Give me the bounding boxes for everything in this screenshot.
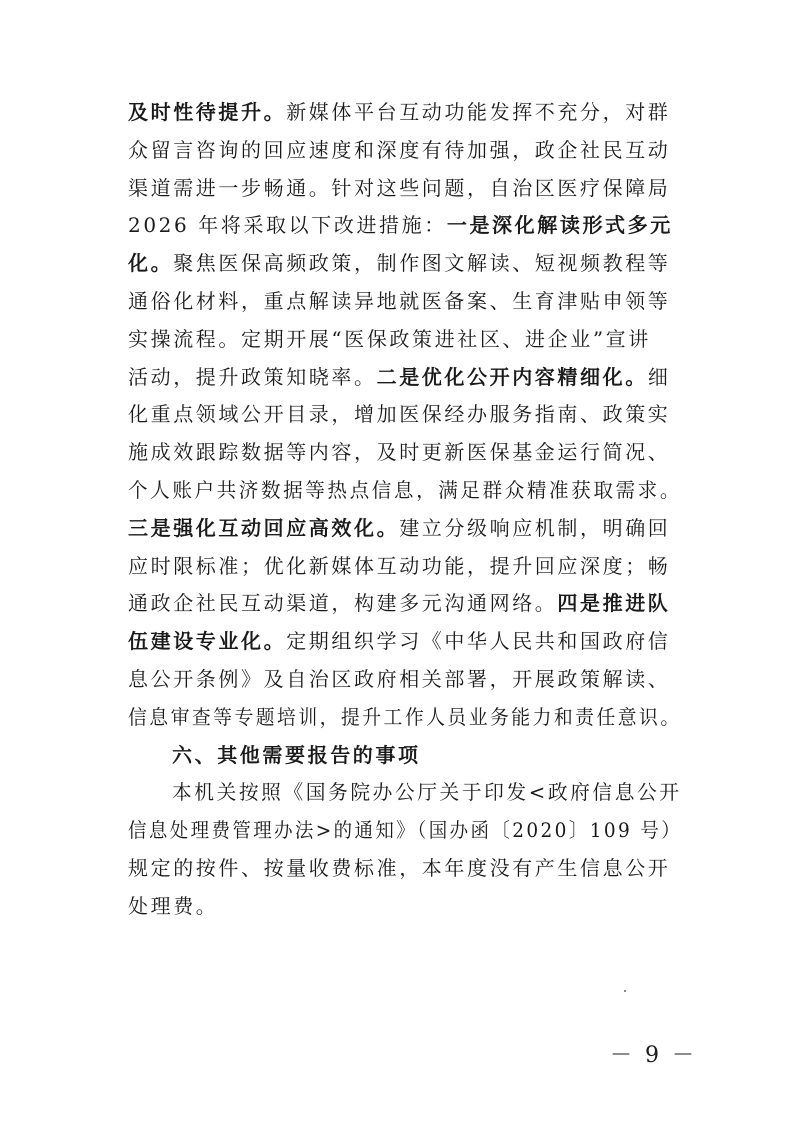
text-line <box>128 699 682 737</box>
text-line <box>128 510 682 548</box>
text-segment: 实操流程。定期开展“医保政策进社区、进企业”宣讲 <box>128 326 651 351</box>
text-segment: 2026 年将采取以下改进措施： <box>128 213 447 238</box>
text-segment: 通政企社民互动渠道，构建多元沟通网络。 <box>128 591 558 616</box>
text-segment: 新媒体平台互动功能发挥不充分，对群 <box>286 100 671 124</box>
text-segment: 化重点领域公开目录，增加医保经办服务指南、政策实 <box>128 402 671 427</box>
text-line <box>128 396 682 434</box>
text-segment: 定期组织学习《中华人民共和国政府信 <box>286 629 671 654</box>
text-line <box>128 661 682 699</box>
text-line <box>128 207 682 245</box>
bold-text-segment: 四是推进队 <box>557 591 671 616</box>
text-line <box>128 359 682 397</box>
text-segment: 应时限标准；优化新媒体互动功能，提升回应深度；畅 <box>128 553 671 578</box>
text-segment: 个人账户共济数据等热点信息，满足群众精准获取需求。 <box>128 477 682 502</box>
text-line <box>128 472 682 510</box>
text-line <box>128 132 682 170</box>
text-line <box>128 94 682 132</box>
text-segment: 渠道需进一步畅通。针对这些问题，自治区医疗保障局 <box>128 175 671 200</box>
text-segment: 通俗化材料，重点解读异地就医备案、生育津贴申领等 <box>128 288 671 313</box>
text-line <box>128 245 682 283</box>
text-line: 规定的按件、按量收费标准，本年度没有产生信息公开 <box>128 855 671 880</box>
paragraph-improvement-measures <box>128 94 682 737</box>
text-line: 本机关按照《国务院办公厅关于印发<政府信息公开 <box>172 780 682 805</box>
text-segment: 息公开条例》及自治区政府相关部署，开展政策解读、 <box>128 666 671 691</box>
text-line <box>128 170 682 208</box>
text-segment: 众留言咨询的回应速度和深度有待加强，政企社民互动 <box>128 137 671 162</box>
text-segment: 聚焦医保高频政策，制作图文解读、短视频教程等 <box>173 251 671 276</box>
text-segment: 施成效跟踪数据等内容，及时更新医保基金运行简况、 <box>128 440 671 465</box>
bold-text-segment: 化。 <box>128 251 174 276</box>
text-segment: 信息审查等专题培训，提升工作人员业务能力和责任意识。 <box>128 704 682 729</box>
text-line: 信息处理费管理办法>的通知》（国办函〔2020〕109 号） <box>128 818 683 843</box>
text-line <box>128 321 682 359</box>
text-line <box>128 283 682 321</box>
bold-text-segment: 二是优化公开内容精细化。 <box>376 364 648 389</box>
bold-text-segment: 三是强化互动回应高效化。 <box>128 515 400 540</box>
body-text <box>128 94 682 926</box>
paragraph-fees <box>128 774 682 925</box>
text-line <box>128 434 682 472</box>
bold-text-segment: 一是深化解读形式多元 <box>446 213 673 238</box>
text-line <box>128 585 682 623</box>
page-number: － 9 － <box>610 1043 697 1068</box>
text-segment: 建立分级响应机制，明确回 <box>399 515 671 540</box>
bold-text-segment: 伍建设专业化。 <box>128 629 287 654</box>
text-line <box>128 548 682 586</box>
text-line: 处理费。 <box>128 893 219 918</box>
text-segment: 细 <box>647 364 671 389</box>
text-segment: 活动，提升政策知晓率。 <box>128 364 377 389</box>
bold-text-segment: 及时性待提升。 <box>128 100 287 124</box>
section-heading: 六、其他需要报告的事项 <box>172 742 421 767</box>
scan-speck <box>624 990 626 992</box>
text-line <box>128 623 682 661</box>
